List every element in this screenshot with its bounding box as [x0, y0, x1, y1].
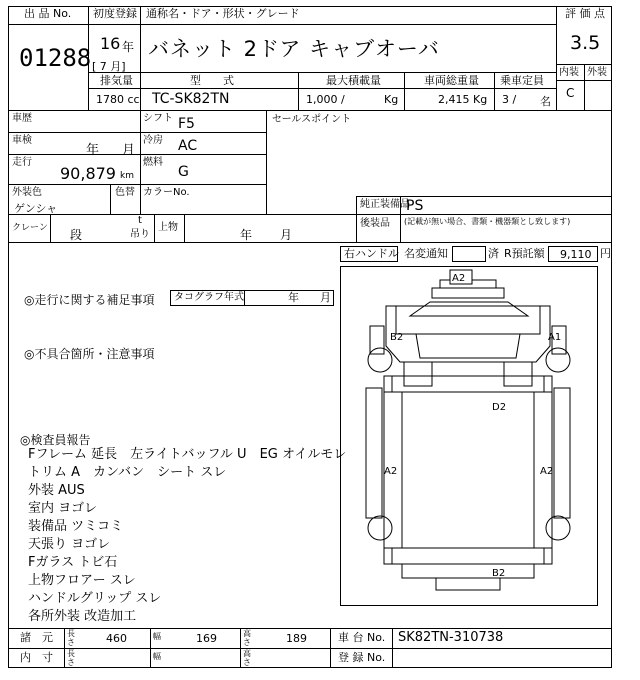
report-line: 室内 ヨゴレ: [28, 501, 98, 516]
inner-size-label: 内 寸: [20, 651, 53, 664]
detail-hline-1: [8, 132, 266, 133]
color-change-label: 色替: [115, 187, 135, 198]
equipment-mid-line: [356, 214, 612, 215]
car-name: バネット 2ドア キャブオーバ: [148, 37, 440, 61]
equipment-label: 純正装備品: [360, 199, 410, 210]
inner-length-label: 長さ: [67, 649, 75, 667]
loading-year-unit: 年: [240, 228, 253, 242]
ac-label: 冷房: [143, 135, 163, 146]
length-label: 長さ: [67, 629, 75, 647]
spec-bottom-line: [8, 110, 612, 111]
footer-vline-2: [150, 628, 151, 668]
detail-vline-2: [266, 110, 267, 214]
shift-label: シフト: [143, 113, 173, 124]
chassis-label: 車 台 No.: [338, 631, 386, 644]
first-reg-label: 初度登録: [93, 7, 137, 20]
spec-vline-3: [404, 72, 405, 110]
damage-mark-b2-front: B2: [390, 332, 404, 343]
name-change-label: 名変通知: [404, 247, 448, 260]
width-value: 169: [196, 632, 217, 645]
spec-vline-4: [494, 72, 495, 110]
max-load-label: 最大積載量: [326, 74, 381, 87]
footer-mid-line: [8, 648, 612, 649]
crane-top-line: [8, 214, 356, 215]
truck-diagram: [340, 266, 598, 606]
crane-hang: 吊り: [130, 229, 150, 240]
lot-number: 01288: [19, 44, 92, 72]
displacement-label: 排気量: [100, 74, 133, 87]
height-value: 189: [286, 632, 307, 645]
spec-vline-1: [140, 72, 141, 110]
inspection-label: 車検: [12, 135, 32, 146]
mileage-value: 90,879: [60, 164, 116, 183]
equipment-value: PS: [406, 198, 424, 214]
loading-month-unit: 月: [280, 228, 293, 242]
damage-mark-d2: D2: [492, 402, 507, 413]
header-divider: [8, 24, 556, 25]
max-load-value: 1,000 /: [306, 93, 345, 106]
color-label: 外装色: [12, 187, 42, 198]
header-vline-3: [556, 6, 557, 110]
footer-vline-3: [240, 628, 241, 668]
model-label: 型 式: [190, 74, 234, 87]
crane-t: t: [138, 215, 142, 226]
crane-vline-2: [154, 214, 155, 242]
sales-points-label: セールスポイント: [272, 114, 352, 125]
rhd-label: 右ハンドル: [344, 247, 399, 260]
report-line: ハンドルグリップ スレ: [28, 591, 162, 606]
crane-step: 段: [70, 228, 83, 242]
damage-mark-a2-top: A2: [452, 273, 466, 284]
history-label: 車歴: [12, 113, 32, 124]
report-line: Fフレーム 延長 左ライトバッフル U EG オイルモレ: [28, 447, 347, 462]
aftermarket-note: (記載が無い場合、書類・機器類とし致します): [404, 217, 571, 226]
driving-notes-heading: ◎走行に関する補足事項: [24, 293, 155, 307]
fuel-value: G: [178, 164, 189, 180]
loading-label: 上物: [158, 222, 178, 233]
tacho-vline: [244, 290, 245, 306]
tacho-month-unit: 月: [320, 291, 331, 304]
crane-vline-3: [184, 214, 185, 242]
chassis-value: SK82TN-310738: [398, 630, 504, 645]
crane-label: クレーン: [12, 223, 48, 233]
reg-month: [ 7 月]: [92, 60, 126, 73]
tacho-label: タコグラフ年式: [174, 292, 244, 303]
color-vline-2: [140, 184, 141, 214]
name-change-box: [452, 246, 486, 262]
capacity-label: 乗車定員: [500, 74, 544, 87]
color-vline-1: [110, 184, 111, 214]
model-value: TC-SK82TN: [152, 91, 230, 107]
equipment-top-line: [356, 196, 612, 197]
report-line: トリム A カンバン シート スレ: [28, 465, 227, 480]
width-label: 幅: [153, 632, 161, 641]
inspection-month-unit: 月: [122, 143, 136, 158]
rating-divider-2: [556, 80, 612, 81]
size-label: 諸 元: [20, 631, 53, 644]
crane-vline-1: [50, 214, 51, 242]
interior-label: 内装: [559, 67, 579, 78]
detail-hline-2: [8, 154, 266, 155]
name-label: 通称名・ドア・形状・グレード: [146, 7, 300, 20]
reg-year: 16: [100, 34, 121, 53]
report-line: 外装 AUS: [28, 483, 85, 498]
report-line: Fガラス トビ石: [28, 555, 118, 570]
spec-top-line: [88, 72, 556, 73]
report-line: 天張り ヨゴレ: [28, 537, 111, 552]
footer-vline-4: [330, 628, 331, 668]
exterior-label: 外装: [587, 67, 607, 78]
inner-width-label: 幅: [153, 652, 161, 661]
detail-hline-3: [8, 184, 266, 185]
lot-label: 出 品 No.: [24, 7, 72, 20]
registration-label: 登 録 No.: [338, 651, 386, 664]
color-no-label: カラーNo.: [143, 187, 190, 198]
reg-year-unit: 年: [122, 40, 135, 54]
mileage-label: 走行: [12, 157, 32, 168]
height-label: 高さ: [243, 629, 251, 647]
recycle-deposit-label: R預託額: [504, 247, 545, 260]
displacement-value: 1780 cc: [96, 93, 140, 106]
tacho-year-unit: 年: [288, 291, 299, 304]
damage-mark-a1: A1: [548, 332, 562, 343]
length-value: 460: [106, 632, 127, 645]
total-weight-label: 車両総重量: [424, 74, 479, 87]
report-line: 各所外装 改造加工: [28, 609, 137, 624]
footer-top-line: [8, 628, 612, 629]
equipment-vline-left: [356, 196, 357, 242]
damage-mark-a2-right: A2: [540, 466, 554, 477]
report-line: 上物フロアー スレ: [28, 573, 136, 588]
rating-label: 評 価 点: [565, 7, 605, 20]
header-vline-2: [140, 6, 141, 72]
crane-bottom-line: [8, 242, 612, 243]
inspector-heading: ◎検査員報告: [20, 433, 91, 447]
inspection-year-unit: 年: [86, 143, 100, 158]
rating-value: 3.5: [570, 32, 601, 54]
footer-vline-5: [392, 628, 393, 668]
aftermarket-label: 後装品: [360, 218, 390, 229]
capacity-unit: 名: [540, 95, 551, 108]
fuel-label: 燃料: [143, 157, 163, 168]
rating-vline: [584, 64, 585, 110]
shift-value: F5: [178, 116, 195, 132]
footer-vline-1: [64, 628, 65, 668]
recycle-amount: 9,110: [560, 248, 592, 261]
damage-mark-b2-rear: B2: [492, 568, 506, 579]
inner-height-label: 高さ: [243, 649, 251, 667]
interior-grade: C: [566, 86, 575, 100]
total-weight-value: 2,415 Kg: [438, 93, 488, 106]
recycle-label: 済: [488, 247, 499, 260]
mileage-unit: km: [120, 171, 134, 181]
recycle-unit: 円: [600, 247, 611, 260]
ac-value: AC: [178, 138, 198, 154]
max-load-unit: Kg: [384, 93, 399, 106]
color-value: ゲンシャ: [14, 202, 58, 215]
defects-heading: ◎不具合箇所・注意事項: [24, 347, 155, 361]
spec-mid-line: [88, 88, 556, 89]
spec-vline-2: [298, 72, 299, 110]
damage-mark-a2-left: A2: [384, 466, 398, 477]
capacity-value: 3 /: [502, 93, 517, 106]
report-line: 装備品 ツミコミ: [28, 519, 124, 534]
